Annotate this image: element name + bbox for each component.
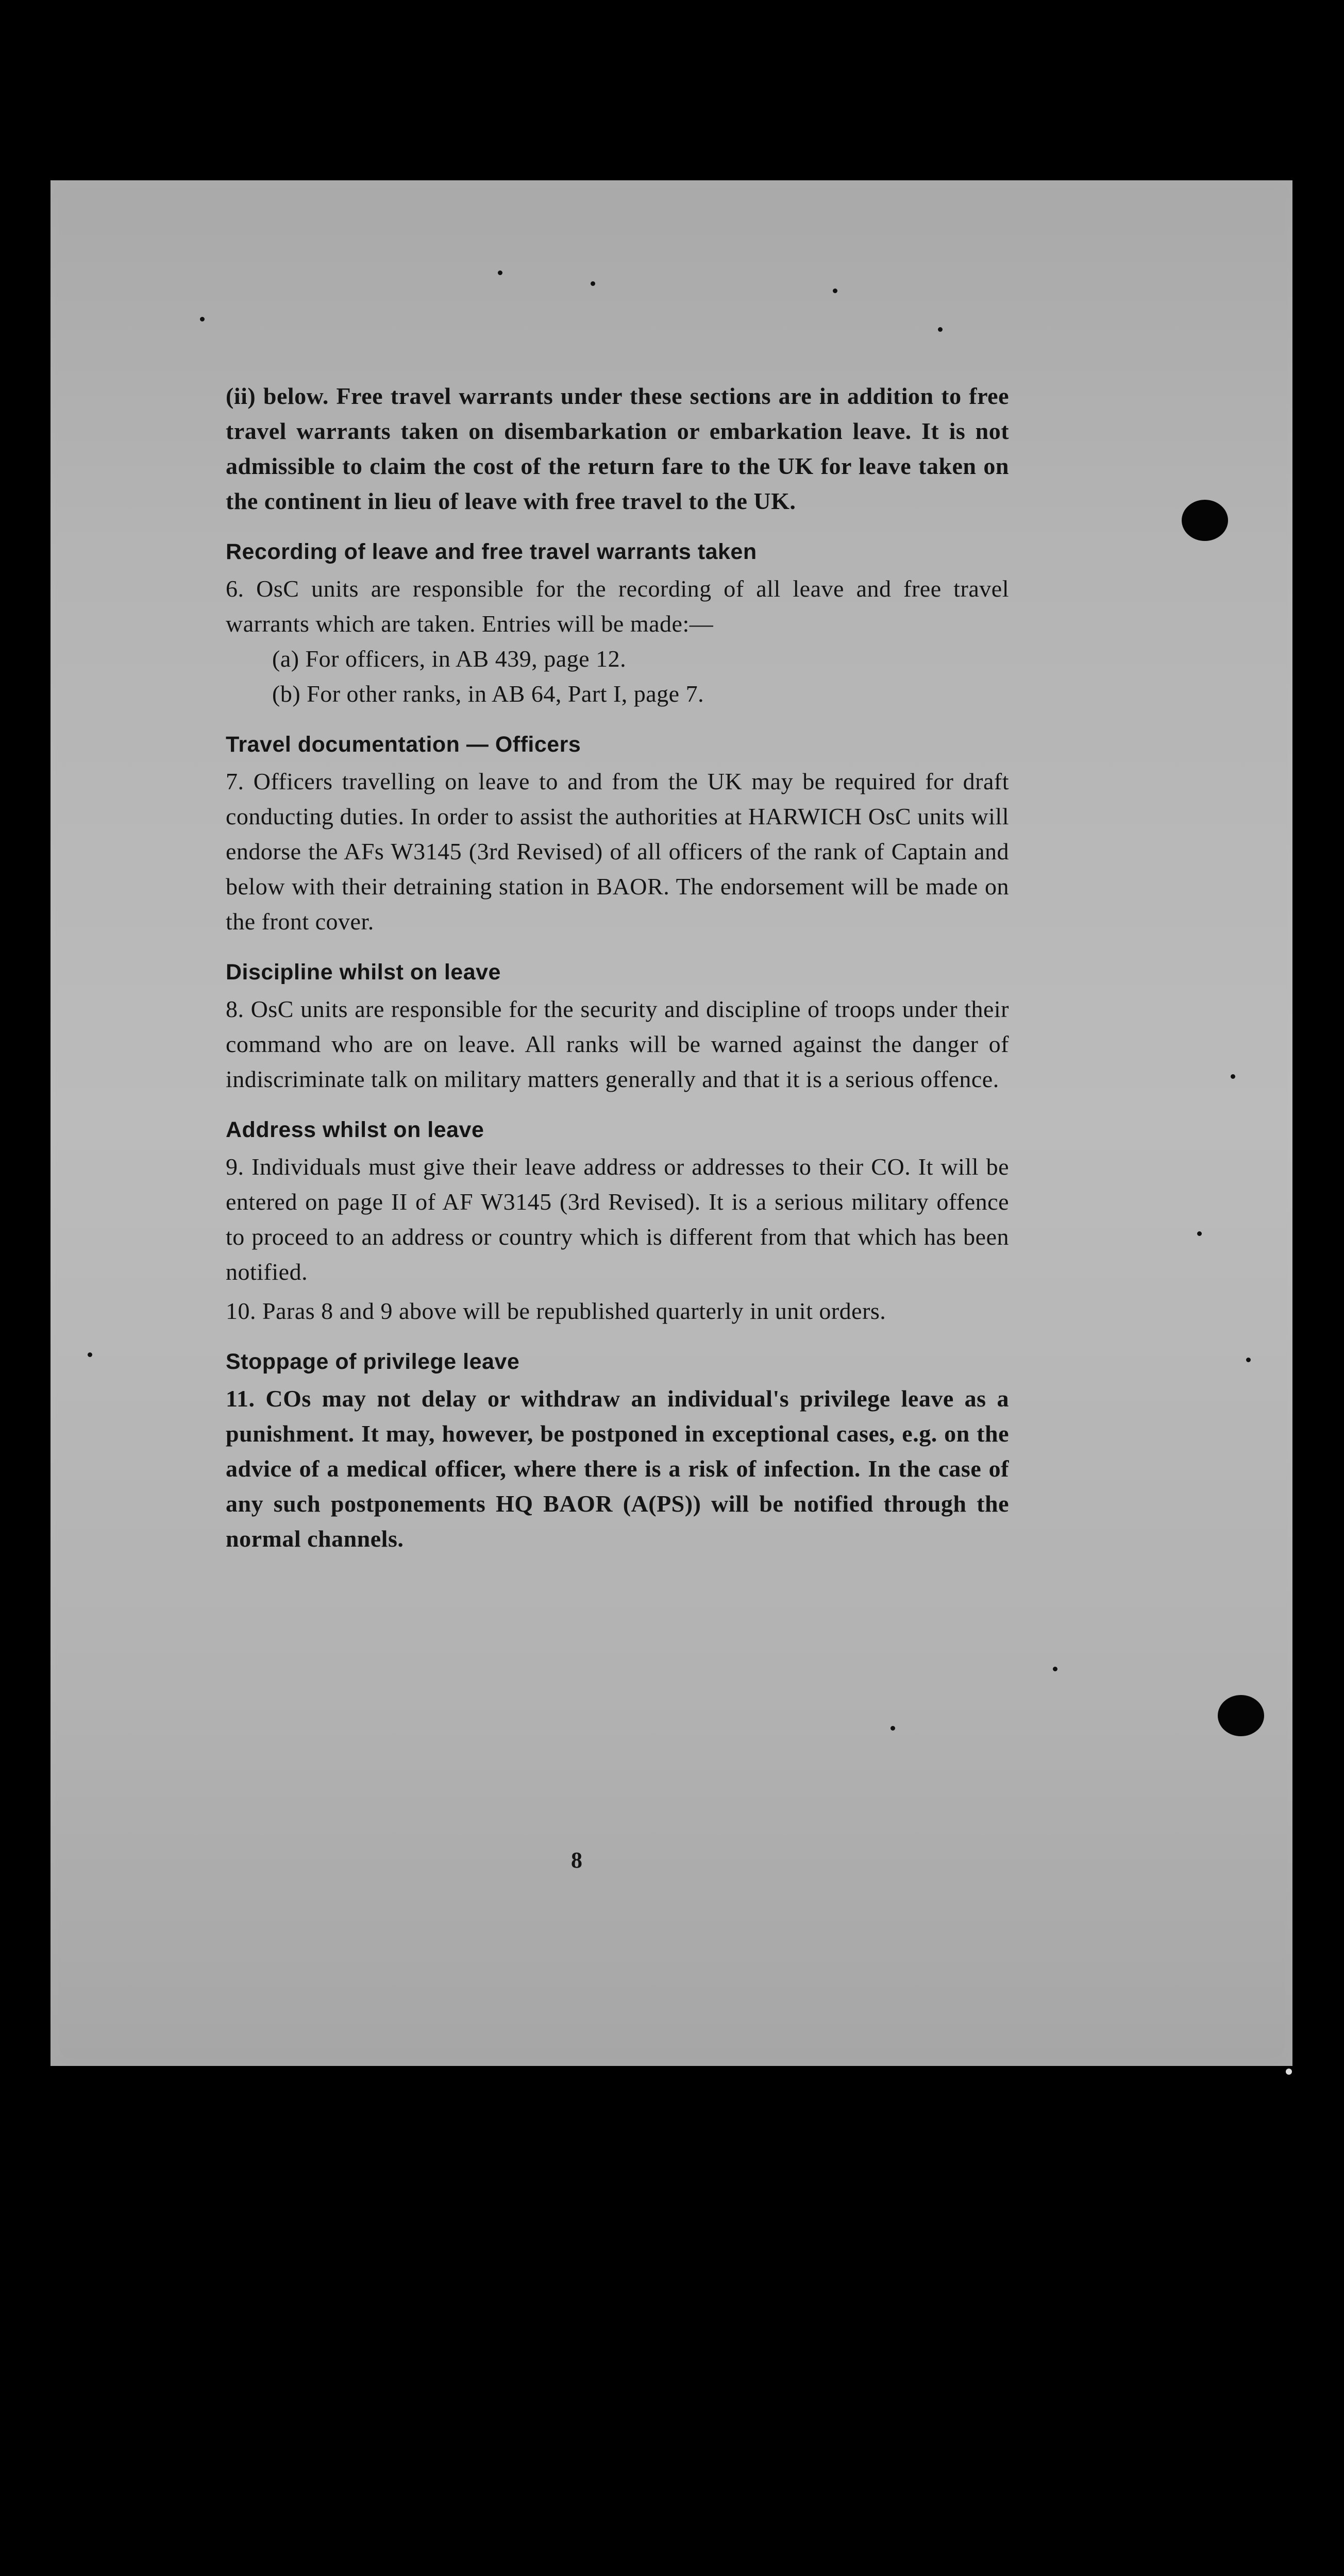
speck <box>1053 1667 1057 1671</box>
punch-hole-bottom <box>1218 1695 1264 1736</box>
heading-discipline-on-leave: Discipline whilst on leave <box>226 960 501 985</box>
paragraph-10: 10. Paras 8 and 9 above will be republished quarterly in unit orders. <box>226 1298 886 1324</box>
speck <box>833 289 837 293</box>
heading-recording-of-leave: Recording of leave and free travel warrants taken <box>226 539 757 564</box>
speck <box>891 1726 895 1731</box>
paragraph-8: 8. OsC units are responsible for the security and discipline of troops under their command who are on leave. All ranks will be warned against the danger of indiscriminate talk on military matters generally and that it is a serious offence. <box>226 996 1009 1092</box>
speck <box>498 270 502 275</box>
paragraph-7: 7. Officers travelling on leave to and from the UK may be required for draft conducting duties. In order to assist the authorities at HARWICH OsC units will endorse the AFs W3145 (3rd Revised) of all officers of the rank of Captain and below with their detraining station in BAOR. The endorsement will be made on the front cover. <box>226 768 1009 935</box>
continuation-line-5: lieu of leave with free travel to the UK. <box>394 488 796 514</box>
paragraph-6-item-b: (b) For other ranks, in AB 64, Part I, page 7. <box>272 681 704 707</box>
page-text <box>226 379 1009 1556</box>
paragraph-6: 6. OsC units are responsible for the recording of all leave and free travel warrants which are taken. Entries will be made:— <box>226 575 1009 637</box>
continuation-paragraph <box>226 379 1009 519</box>
page-number: 8 <box>571 1848 582 1873</box>
speck <box>938 327 943 332</box>
heading-travel-documentation: Travel documentation — Officers <box>226 732 581 757</box>
continuation-line-3: embarkation leave. It is not admissible to claim the cost of <box>226 418 1010 479</box>
paragraph-11: 11. COs may not delay or withdraw an individual's privilege leave as a punishment. It may, however, be postponed in exceptional cases, e.g. on the advice of a medical officer, where there is a risk of infection. In the case of any such postponements HQ BAOR (A(PS)) will be notified through the normal channels. <box>226 1385 1009 1552</box>
paragraph-9: 9. Individuals must give their leave address or addresses to their CO. It will be entered on page II of AF W3145 (3rd Revised). It is a serious military offence to proceed to an address or country which is different from that which has been notified. <box>226 1154 1009 1285</box>
speck <box>1286 2069 1292 2075</box>
punch-hole-top <box>1182 500 1228 541</box>
heading-address-on-leave: Address whilst on leave <box>226 1117 484 1142</box>
document-page <box>51 180 1292 2066</box>
speck <box>1231 1074 1235 1079</box>
speck <box>1246 1358 1251 1362</box>
speck <box>88 1352 92 1357</box>
continuation-line-1: (ii) below. Free travel warrants under these sections are in <box>226 383 840 409</box>
heading-stoppage-privilege-leave: Stoppage of privilege leave <box>226 1349 520 1374</box>
speck <box>591 281 595 286</box>
continuation-line-2: addition to free travel warrants taken on disembarkation or <box>226 383 1010 444</box>
continuation-line-4: the return fare to the UK for leave taken on the continent in <box>226 453 1010 514</box>
speck <box>1197 1231 1202 1236</box>
paragraph-6-item-a: (a) For officers, in AB 439, page 12. <box>272 646 627 672</box>
speck <box>200 317 205 321</box>
